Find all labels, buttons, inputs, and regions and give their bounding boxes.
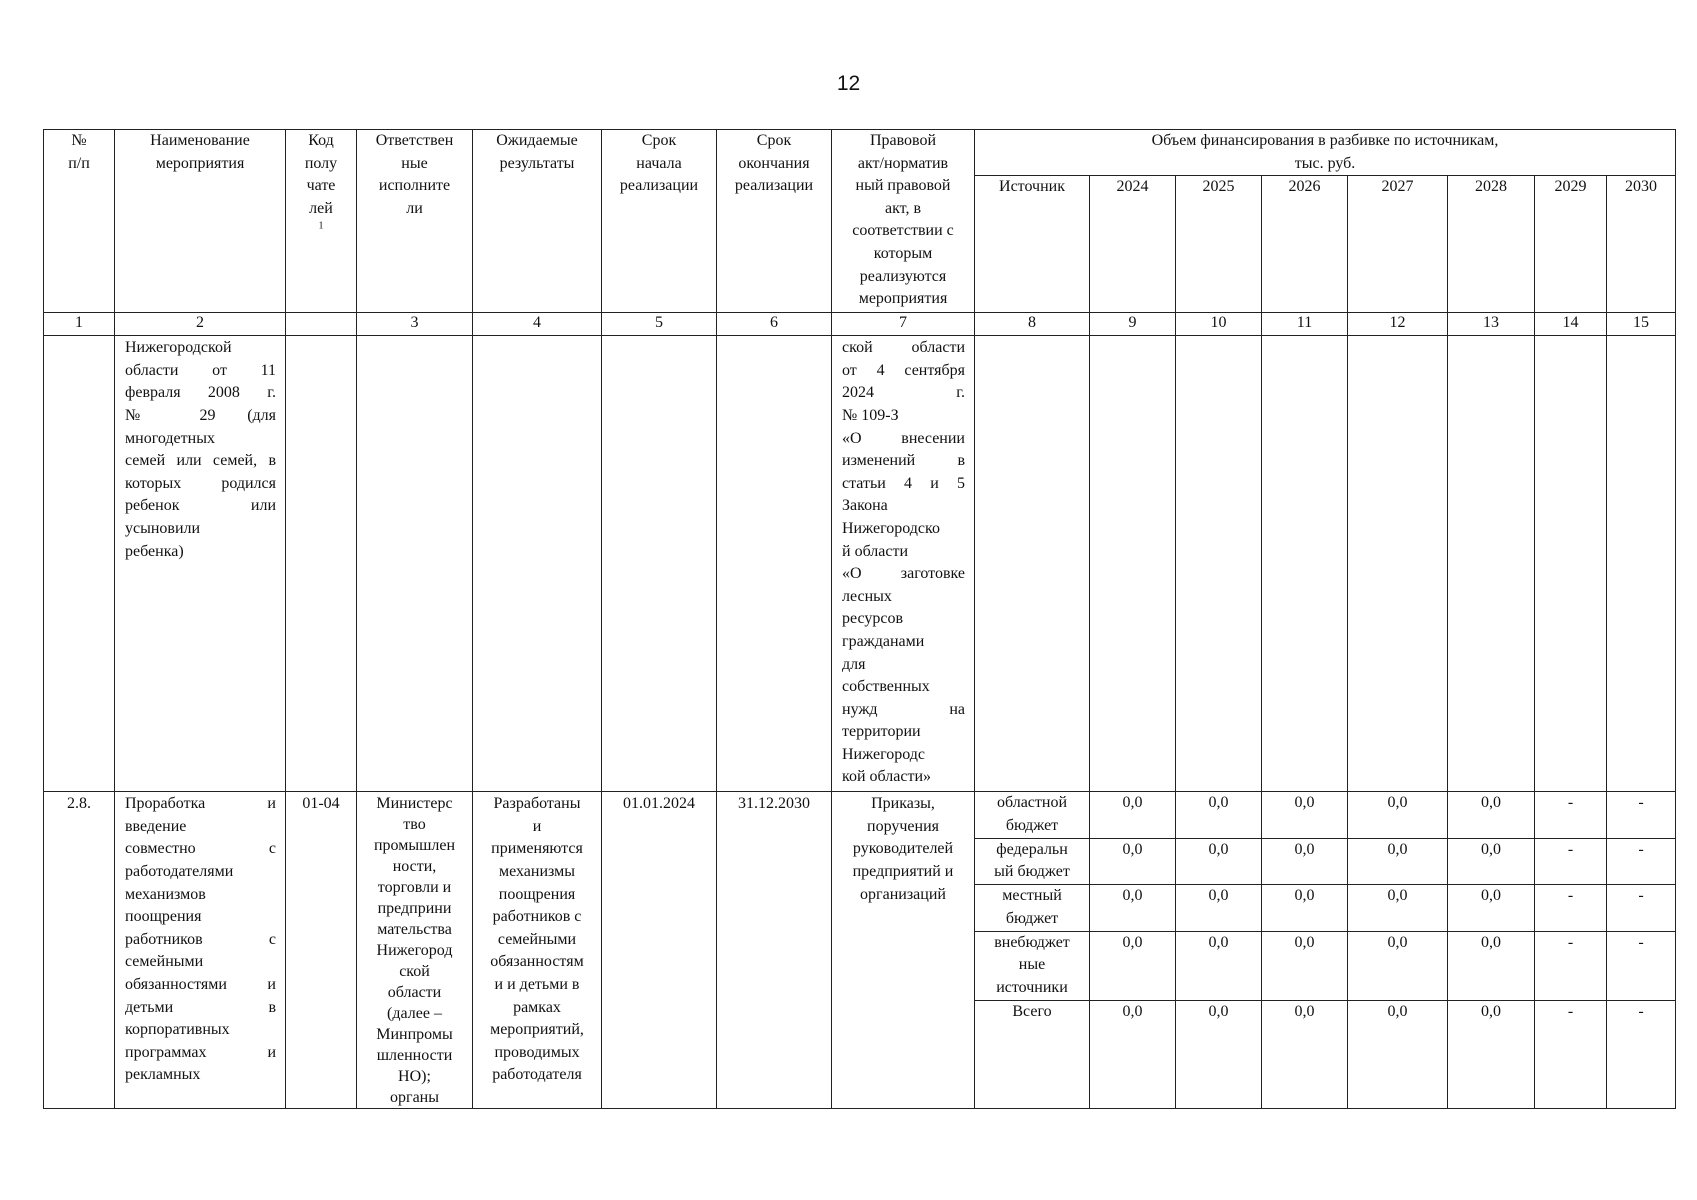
col-header-year-2025: 2025 bbox=[1176, 176, 1262, 313]
column-number: 15 bbox=[1607, 313, 1676, 336]
col-header-recipient-code: Код полу чате лей $^1$ bbox=[286, 130, 357, 313]
column-number: 10 bbox=[1176, 313, 1262, 336]
cell-start-date: 01.01.2024 bbox=[602, 792, 717, 1109]
cell-value: - bbox=[1535, 1001, 1607, 1109]
column-number: 6 bbox=[717, 313, 832, 336]
column-number: 8 bbox=[975, 313, 1090, 336]
column-number: 1 bbox=[44, 313, 115, 336]
cell-source-regional: областной бюджет bbox=[975, 792, 1090, 839]
column-number: 13 bbox=[1448, 313, 1535, 336]
col-header-name: Наименование мероприятия bbox=[115, 130, 286, 313]
cell-value: 0,0 bbox=[1448, 885, 1535, 932]
cell-value: - bbox=[1607, 792, 1676, 839]
col-header-year-2030: 2030 bbox=[1607, 176, 1676, 313]
cell-value: 0,0 bbox=[1348, 885, 1448, 932]
cell-value bbox=[1607, 336, 1676, 792]
cell-value: - bbox=[1607, 838, 1676, 885]
cell-value: 0,0 bbox=[1176, 1001, 1262, 1109]
cell-value: 0,0 bbox=[1348, 838, 1448, 885]
col-header-source: Источник bbox=[975, 176, 1090, 313]
page-number: 12 bbox=[836, 72, 861, 95]
cell-value: - bbox=[1607, 885, 1676, 932]
table-row-continuation bbox=[44, 336, 1676, 792]
col-header-year-2024: 2024 bbox=[1090, 176, 1176, 313]
cell-value bbox=[1535, 336, 1607, 792]
cell-legal-act: Приказы, поручения руководителей предприятий и организаций bbox=[832, 792, 975, 1109]
column-number: 11 bbox=[1262, 313, 1348, 336]
col-header-expected-results: Ожидаемые результаты bbox=[473, 130, 602, 313]
cell-value: 0,0 bbox=[1448, 838, 1535, 885]
cell-value: 0,0 bbox=[1090, 931, 1176, 1001]
cell-source-extrabudgetary: внебюджет ные источники bbox=[975, 931, 1090, 1001]
cell-value: 0,0 bbox=[1348, 931, 1448, 1001]
cell-value: 0,0 bbox=[1262, 792, 1348, 839]
cell-source-total: Всего bbox=[975, 1001, 1090, 1109]
column-number bbox=[286, 313, 357, 336]
cell-name-continued: Нижегородской области от 11 февраля 2008 г. № 29 (для многодетных семей или семей, в которых родился ребенок или усыновили ребенка) bbox=[115, 336, 286, 792]
cell-legal-act-continued: ской области от 4 сентября 2024 г. № 109-З «О внесении изменений в статьи 4 и 5 Закона Нижегородско й области «О заготовке лесных ресурсов гражданами для собственных нужд на территории Нижегородс кой области» bbox=[832, 336, 975, 792]
cell-value: 0,0 bbox=[1090, 885, 1176, 932]
col-header-year-2027: 2027 bbox=[1348, 176, 1448, 313]
column-number: 14 bbox=[1535, 313, 1607, 336]
cell-source-local: местный бюджет bbox=[975, 885, 1090, 932]
cell-value: 0,0 bbox=[1448, 792, 1535, 839]
program-measures-table bbox=[43, 129, 1676, 1109]
cell-value bbox=[1090, 336, 1176, 792]
cell-value: - bbox=[1607, 931, 1676, 1001]
cell-value: 0,0 bbox=[1176, 838, 1262, 885]
column-number: 7 bbox=[832, 313, 975, 336]
cell-value: 0,0 bbox=[1262, 885, 1348, 932]
cell-recipient-code bbox=[286, 336, 357, 792]
cell-value: 0,0 bbox=[1448, 931, 1535, 1001]
col-header-year-2029: 2029 bbox=[1535, 176, 1607, 313]
column-number: 3 bbox=[357, 313, 473, 336]
cell-value bbox=[1176, 336, 1262, 792]
cell-value bbox=[1262, 336, 1348, 792]
cell-responsible: Министерс тво промышлен ности, торговли и предприни мательства Нижегород ской области (далее – Минпромы шленности НО); органы bbox=[357, 792, 473, 1109]
col-header-number: № п/п bbox=[44, 130, 115, 313]
column-number: 4 bbox=[473, 313, 602, 336]
col-header-year-2028: 2028 bbox=[1448, 176, 1535, 313]
cell-value: - bbox=[1535, 792, 1607, 839]
cell-value bbox=[1348, 336, 1448, 792]
cell-expected-results: Разработаны и применяются механизмы поощрения работников с семейными обязанностям и и детьми в рамках мероприятий, проводимых работодателя bbox=[473, 792, 602, 1109]
cell-expected-results bbox=[473, 336, 602, 792]
cell-value: 0,0 bbox=[1090, 838, 1176, 885]
cell-responsible bbox=[357, 336, 473, 792]
cell-value bbox=[1448, 336, 1535, 792]
column-number: 12 bbox=[1348, 313, 1448, 336]
col-header-funding: Объем финансирования в разбивке по источникам, тыс. руб. bbox=[975, 130, 1676, 176]
col-header-responsible: Ответствен ные исполните ли bbox=[357, 130, 473, 313]
cell-value: - bbox=[1607, 1001, 1676, 1109]
cell-name: Проработка и введение совместно с работодателями механизмов поощрения работников с семейными обязанностями и детьми в корпоративных программах и рекламных bbox=[115, 792, 286, 1109]
cell-value: 0,0 bbox=[1448, 1001, 1535, 1109]
cell-value: 0,0 bbox=[1348, 792, 1448, 839]
cell-start-date bbox=[602, 336, 717, 792]
cell-value: 0,0 bbox=[1262, 838, 1348, 885]
cell-recipient-code: 01-04 bbox=[286, 792, 357, 1109]
cell-number bbox=[44, 336, 115, 792]
cell-value: - bbox=[1535, 931, 1607, 1001]
cell-value: 0,0 bbox=[1090, 1001, 1176, 1109]
cell-value: 0,0 bbox=[1090, 792, 1176, 839]
cell-end-date bbox=[717, 336, 832, 792]
cell-value: 0,0 bbox=[1262, 931, 1348, 1001]
col-header-legal-act: Правовой акт/норматив ный правовой акт, в соответствии с которым реализуются мероприятия bbox=[832, 130, 975, 313]
cell-value: 0,0 bbox=[1262, 1001, 1348, 1109]
col-header-year-2026: 2026 bbox=[1262, 176, 1348, 313]
cell-value: - bbox=[1535, 838, 1607, 885]
cell-value: - bbox=[1535, 885, 1607, 932]
column-number: 5 bbox=[602, 313, 717, 336]
column-number: 2 bbox=[115, 313, 286, 336]
cell-source bbox=[975, 336, 1090, 792]
cell-value: 0,0 bbox=[1348, 1001, 1448, 1109]
cell-value: 0,0 bbox=[1176, 885, 1262, 932]
cell-end-date: 31.12.2030 bbox=[717, 792, 832, 1109]
table-row-2-8 bbox=[44, 792, 1676, 839]
cell-value: 0,0 bbox=[1176, 792, 1262, 839]
cell-source-federal: федеральн ый бюджет bbox=[975, 838, 1090, 885]
col-header-end-date: Срок окончания реализации bbox=[717, 130, 832, 313]
column-number: 9 bbox=[1090, 313, 1176, 336]
col-header-start-date: Срок начала реализации bbox=[602, 130, 717, 313]
cell-value: 0,0 bbox=[1176, 931, 1262, 1001]
cell-number: 2.8. bbox=[44, 792, 115, 1109]
